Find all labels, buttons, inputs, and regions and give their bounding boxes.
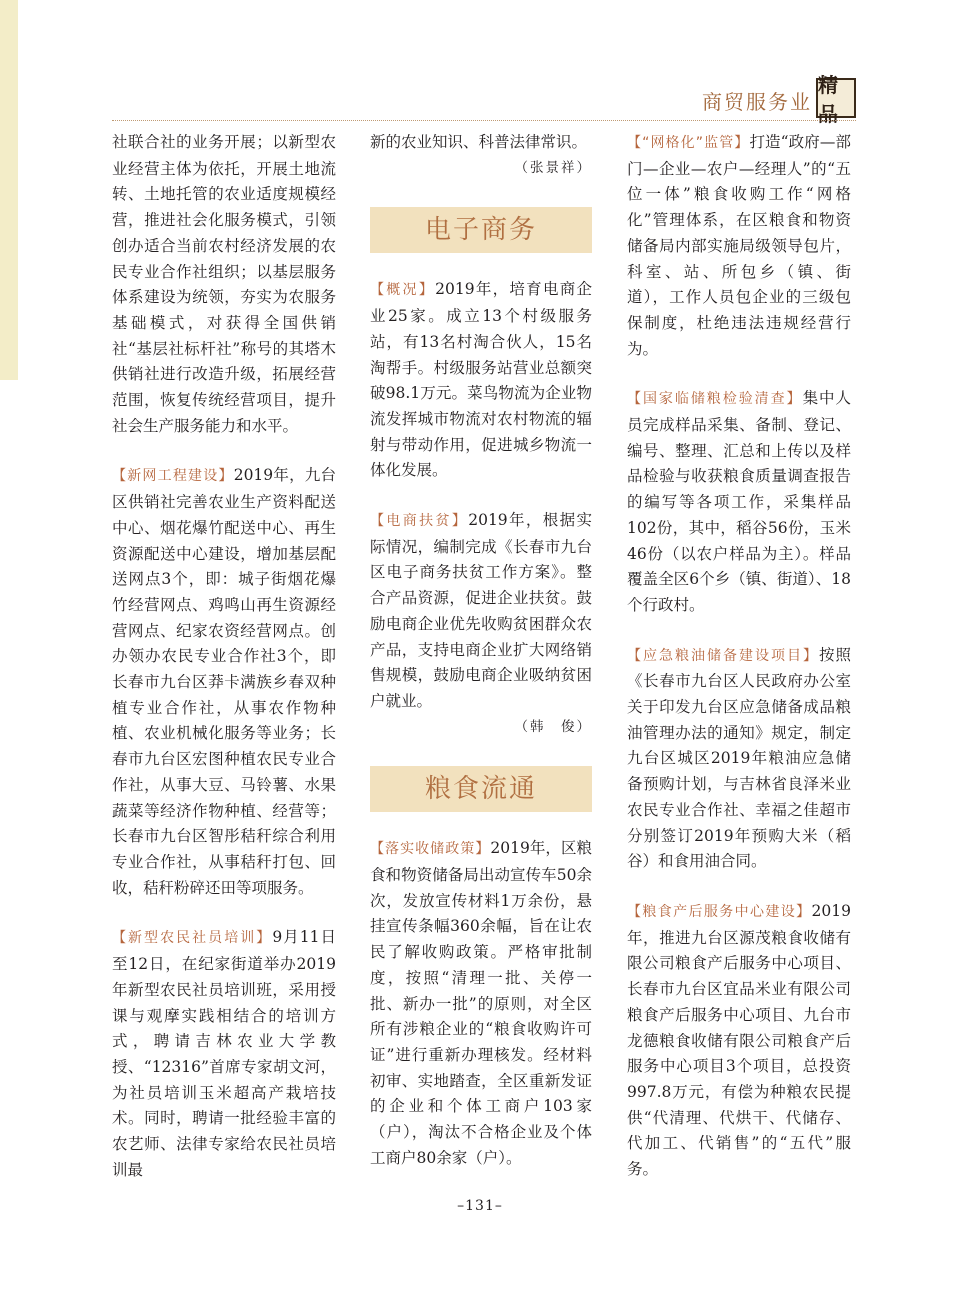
paragraph xyxy=(370,836,592,1171)
paragraph-text: 按照《长春市九台区人民政府办公室关于印发九台区应急储备成品粮油管理办法的通知》规定，制定九台区城区2019年粮油应急储备预购计划，与吉林省良泽米业农民专业合作社、幸福之佳超市分别签订2019年预购大米（稻谷）和食用油合同。 xyxy=(627,645,851,871)
paragraph-text: 2019年，九台区供销社完善农业生产资料配送中心、烟花爆竹配送中心、再生资源配送中心建设，增加基层配送网点3个，即：城子街烟花爆竹经营网点、鸡鸣山再生资源经营网点、纪家农资经营网点。创办领办农民专业合作社3个，即长春市九台区莽卡满族乡春双种植专业合作社，从事农作物种植、农业机械化服务等业务；长春市九台区宏图种植农民专业合作社，从事大豆、马铃薯、水果蔬菜等经济作物种植、经营等；长春市九台区智彤秸秆综合利用专业合作社，从事秸秆打包、回收，秸秆粉碎还田等项服务。 xyxy=(112,466,336,897)
column-2 xyxy=(370,130,592,1172)
column-3 xyxy=(627,130,851,1183)
paragraph xyxy=(627,130,851,362)
paragraph-text: 9月11日至12日，在纪家街道举办2019年新型农民社员培训班，采用授课与观摩实践相结合的培训方式，聘请吉林农业大学教授、“12316”首席专家胡文河，为社员培训玉米超高产栽培技术。同时，聘请一批经验丰富的农艺师、法律专家给农民社员培训最 xyxy=(112,928,336,1179)
paragraph-text: 2019年，培育电商企业25家。成立13个村级服务站，有13名村淘合伙人，15名淘帮手。村级服务站营业总额突破98.1万元。菜鸟物流为企业物流发挥城市物流对农村物流的辐射与带动作用，促进城乡物流一体化发展。 xyxy=(370,280,592,480)
section-banner-ecommerce: 电子商务 xyxy=(370,207,592,253)
paragraph xyxy=(627,643,851,875)
paragraph-text: 2019年，根据实际情况，编制完成《长春市九台区电子商务扶贫工作方案》。整合产品资源，促进企业扶贫。鼓励电商企业优先收购贫困群众农产品，支持电商企业扩大网络销售规模，鼓励电商企业吸纳贫困户就业。 xyxy=(370,511,593,710)
keyword: 【应急粮油储备建设项目】 xyxy=(627,647,819,664)
paragraph-text: 集中人员完成样品采集、备制、登记、编号、整理、汇总和上传以及样品检验与收获粮食质量调查报告的编写等各项工作，采集样品102份，其中，稻谷56份，玉米46份（以农户样品为主）。样品覆盖全区6个乡（镇、街道）、18个行政村。 xyxy=(627,389,851,614)
keyword: 【粮食产后服务中心建设】 xyxy=(627,903,812,920)
paragraph xyxy=(627,899,851,1183)
paragraph-text: 2019年，推进九台区源茂粮食收储有限公司粮食产后服务中心项目、长春市九台区宜品米业有限公司粮食产后服务中心项目、九台市龙德粮食收储有限公司粮食产后服务中心项目3个项目，总投资997.8万元，有偿为种粮农民提供“代清理、代烘干、代储存、代加工、代销售”的“五代”服务。 xyxy=(627,901,851,1179)
paragraph-text: 新的农业知识、科普法律常识。 xyxy=(370,133,588,151)
author-credit: （张景祥） xyxy=(514,159,592,176)
paragraph xyxy=(112,463,336,901)
side-color-strip xyxy=(0,0,18,380)
page-number: –131– xyxy=(457,1198,503,1214)
paragraph xyxy=(370,277,592,484)
paragraph xyxy=(627,386,851,618)
keyword: 【“网格化”监管】 xyxy=(627,135,750,151)
paragraph-text: 2019年，区粮食和物资储备局出动宣传车50余次，发放宣传材料1万余份，悬挂宣传条幅360余幅，旨在让农民了解收购政策。严格审批制度，按照“清理一批、关停一批、新办一批”的原则，对全区所有涉粮企业的“粮食收购许可证”进行重新办理核发。经材料初审、实地踏查，全区重新发证的企业和个体工商户103家（户），淘汰不合格企业及个体工商户80余家（户）。 xyxy=(370,839,593,1167)
keyword: 【新网工程建设】 xyxy=(112,468,234,485)
paragraph xyxy=(370,508,592,715)
keyword: 【电商扶贫】 xyxy=(370,513,469,530)
paragraph-text: 社联合社的业务开展；以新型农业经营主体为依托，开展土地流转、土地托管的农业适度规模经营，推进社会化服务模式，引领创办适合当前农村经济发展的农民专业合作社组织；以基层服务体系建设为统领，夯实为农服务基础模式，对获得全国供销社“基层社标杆社”称号的其塔木供销社进行改造升级，拓展经营范围，恢复传统经营项目，提升社会生产服务能力和水平。 xyxy=(112,133,336,435)
keyword: 【落实收储政策】 xyxy=(370,841,491,858)
jingpin-logo: 精品 xyxy=(816,78,856,118)
paragraph xyxy=(112,925,336,1183)
keyword: 【概况】 xyxy=(370,282,436,299)
header-divider xyxy=(112,120,856,121)
keyword: 【国家临储粮检验清查】 xyxy=(627,391,803,408)
section-title: 商贸服务业 xyxy=(702,90,812,114)
section-banner-grain: 粮食流通 xyxy=(370,766,592,812)
column-1 xyxy=(112,130,336,1183)
author-credit: （韩 俊） xyxy=(514,718,592,735)
paragraph-text: 打造“政府—部门—企业—农户—经理人”的“五位一体”粮食收购工作“网格化”管理体系，在区粮食和物资储备局内部实施局级领导包片，科室、站、所包乡（镇、街道），工作人员包企业的三级包保制度，杜绝违法违规经营行为。 xyxy=(627,133,851,358)
keyword: 【新型农民社员培训】 xyxy=(112,930,273,947)
paragraph xyxy=(112,130,336,439)
